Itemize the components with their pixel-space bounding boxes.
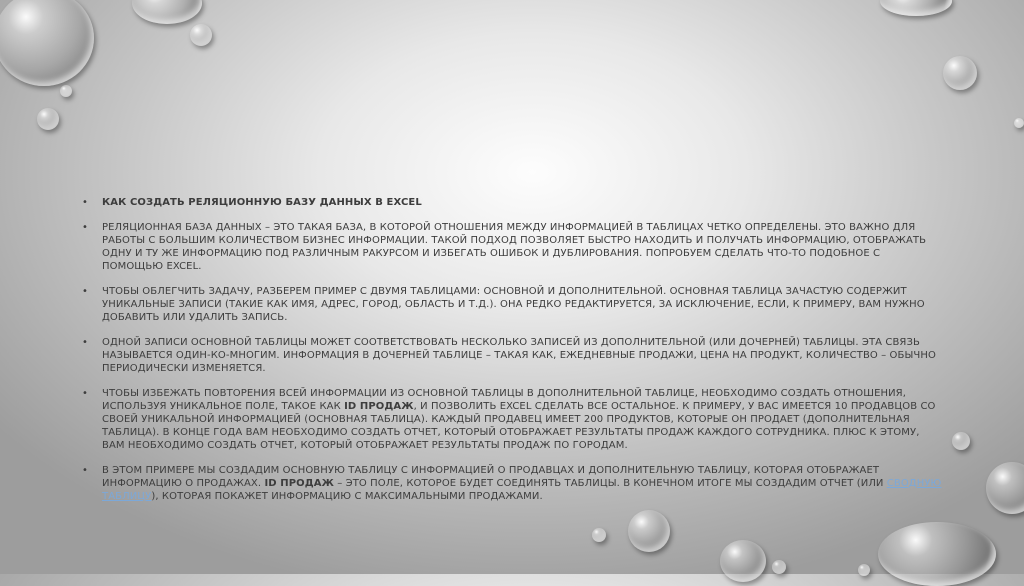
paragraph-text-part: ), КОТОРАЯ ПОКАЖЕТ ИНФОРМАЦИЮ С МАКСИМАЛЬНЫМИ ПРОДАЖАМИ. bbox=[151, 491, 543, 502]
paragraph-text bbox=[102, 465, 941, 502]
bullet-marker: • bbox=[82, 337, 88, 348]
bullet-item bbox=[82, 221, 942, 273]
water-drop-decoration bbox=[878, 522, 996, 586]
paragraph-text-part: ЧТОБЫ ИЗБЕЖАТЬ ПОВТОРЕНИЯ ВСЕЙ ИНФОРМАЦИИ ИЗ ОСНОВНОЙ ТАБЛИЦЫ В ДОПОЛНИТЕЛЬНОЙ ТАБЛИЦЕ, НЕОБХОДИМО СОЗДАТЬ ОТНОШЕНИЯ, ИСПОЛЬЗУЯ УНИКАЛЬНОЕ ПОЛЕ, ТАКОЕ КАК bbox=[102, 388, 907, 412]
water-drop-decoration bbox=[720, 540, 766, 582]
water-drop-decoration bbox=[628, 510, 670, 552]
paragraph-text bbox=[102, 388, 936, 451]
water-drop-decoration bbox=[60, 85, 72, 97]
pivot-table-link[interactable]: СВОДНУЮ ТАБЛИЦУ bbox=[102, 478, 942, 502]
bold-term: ID ПРОДАЖ bbox=[344, 401, 414, 412]
bullet-marker: • bbox=[82, 286, 88, 297]
bullet-item bbox=[82, 336, 942, 375]
water-drop-decoration bbox=[943, 56, 977, 90]
water-drop-decoration bbox=[986, 462, 1024, 514]
water-drop-decoration bbox=[772, 560, 786, 574]
water-drop-decoration bbox=[0, 0, 94, 86]
bullet-marker: • bbox=[82, 197, 88, 208]
water-drop-decoration bbox=[858, 564, 870, 576]
bullet-item bbox=[82, 196, 942, 209]
slide-heading: КАК СОЗДАТЬ РЕЛЯЦИОННУЮ БАЗУ ДАННЫХ В EXCEL bbox=[102, 197, 422, 208]
water-drop-decoration bbox=[952, 432, 970, 450]
water-drop-decoration bbox=[190, 24, 212, 46]
slide-content bbox=[82, 196, 942, 515]
bullet-item bbox=[82, 285, 942, 324]
paragraph-text-part: – ЭТО ПОЛЕ, КОТОРОЕ БУДЕТ СОЕДИНЯТЬ ТАБЛИЦЫ. В КОНЕЧНОМ ИТОГЕ МЫ СОЗДАДИМ ОТЧЕТ (ИЛИ bbox=[333, 478, 887, 489]
water-drop-decoration bbox=[132, 0, 202, 24]
water-drop-decoration bbox=[592, 528, 606, 542]
bullet-marker: • bbox=[82, 465, 88, 476]
water-drop-decoration bbox=[1014, 118, 1024, 128]
bullet-item bbox=[82, 387, 942, 452]
paragraph-text-part: В ЭТОМ ПРИМЕРЕ МЫ СОЗДАДИМ ОСНОВНУЮ ТАБЛИЦУ С ИНФОРМАЦИЕЙ О ПРОДАВЦАХ И ДОПОЛНИТЕЛЬНУЮ ТАБЛИЦУ, КОТОРАЯ ОТОБРАЖАЕТ ИНФОРМАЦИЮ О ПРОДАЖАХ. bbox=[102, 465, 880, 489]
bullet-marker: • bbox=[82, 388, 88, 399]
paragraph-text: ЧТОБЫ ОБЛЕГЧИТЬ ЗАДАЧУ, РАЗБЕРЕМ ПРИМЕР С ДВУМЯ ТАБЛИЦАМИ: ОСНОВНОЙ И ДОПОЛНИТЕЛЬНОЙ. ОСНОВНАЯ ТАБЛИЦА ЗАЧАСТУЮ СОДЕРЖИТ УНИКАЛЬНЫЕ ЗАПИСИ (ТАКИЕ КАК ИМЯ, АДРЕС, ГОРОД, ОБЛАСТЬ И Т.Д.). ОНА РЕДКО РЕДАКТИРУЕТСЯ, ЗА ИСКЛЮЧЕНИЕ, ЕСЛИ, К ПРИМЕРУ, ВАМ НУЖНО ДОБАВИТЬ ИЛИ УДАЛИТЬ ЗАПИСЬ. bbox=[102, 286, 925, 323]
water-drop-decoration bbox=[37, 108, 59, 130]
paragraph-text: ОДНОЙ ЗАПИСИ ОСНОВНОЙ ТАБЛИЦЫ МОЖЕТ СООТВЕТСТВОВАТЬ НЕСКОЛЬКО ЗАПИСЕЙ ИЗ ДОПОЛНИТЕЛЬНОЙ (ИЛИ ДОЧЕРНЕЙ) ТАБЛИЦЫ. ЭТА СВЯЗЬ НАЗЫВАЕТСЯ ОДИН-КО-МНОГИМ. ИНФОРМАЦИЯ В ДОЧЕРНЕЙ ТАБЛИЦЕ – ТАКАЯ КАК, ЕЖЕДНЕВНЫЕ ПРОДАЖИ, ЦЕНА НА ПРОДУКТ, КОЛИЧЕСТВО – ОБЫЧНО ПЕРИОДИЧЕСКИ ИЗМЕНЯЕТСЯ. bbox=[102, 337, 936, 374]
bold-term: ID ПРОДАЖ bbox=[264, 478, 334, 489]
water-drop-decoration bbox=[880, 0, 952, 16]
bullet-item bbox=[82, 464, 942, 503]
paragraph-text: РЕЛЯЦИОННАЯ БАЗА ДАННЫХ – ЭТО ТАКАЯ БАЗА, В КОТОРОЙ ОТНОШЕНИЯ МЕЖДУ ИНФОРМАЦИЕЙ В ТАБЛИЦАХ ЧЕТКО ОПРЕДЕЛЕНЫ. ЭТО ВАЖНО ДЛЯ РАБОТЫ С БОЛЬШИМ КОЛИЧЕСТВОМ БИЗНЕС ИНФОРМАЦИИ. ТАКОЙ ПОДХОД ПОЗВОЛЯЕТ БЫСТРО НАХОДИТЬ И ПОЛУЧАТЬ ИНФОРМАЦИЮ, ОТОБРАЖАТЬ ОДНУ И ТУ ЖЕ ИНФОРМАЦИЮ ПОД РАЗЛИЧНЫМ РАКУРСОМ И ИЗБЕГАТЬ ОШИБОК И ДУБЛИРОВАНИЯ. ПОПРОБУЕМ СДЕЛАТЬ ЧТО-ТО ПОДОБНОЕ С ПОМОЩЬЮ EXCEL. bbox=[102, 222, 927, 272]
bullet-marker: • bbox=[82, 222, 88, 233]
paragraph-text-part: , И ПОЗВОЛИТЬ EXCEL СДЕЛАТЬ ВСЕ ОСТАЛЬНОЕ. К ПРИМЕРУ, У ВАС ИМЕЕТСЯ 10 ПРОДАВЦОВ СО СВОЕЙ УНИКАЛЬНОЙ ИНФОРМАЦИЕЙ (ОСНОВНАЯ ТАБЛИЦА). КАЖДЫЙ ПРОДАВЕЦ ИМЕЕТ 200 ПРОДУКТОВ, КОТОРЫЕ ОН ПРОДАЕТ (ДОПОЛНИТЕЛЬНАЯ ТАБЛИЦА). В КОНЦЕ ГОДА ВАМ НЕОБХОДИМО СОЗДАТЬ ОТЧЕТ, КОТОРЫЙ ОТОБРАЖАЕТ РЕЗУЛЬТАТЫ ПРОДАЖ КАЖДОГО СОТРУДНИКА. ПЛЮС К ЭТОМУ, ВАМ НЕОБХОДИМО СОЗДАТЬ ОТЧЕТ, КОТОРЫЙ ОТОБРАЖАЕТ РЕЗУЛЬТАТЫ ПРОДАЖ ПО ГОРОДАМ. bbox=[102, 401, 936, 451]
